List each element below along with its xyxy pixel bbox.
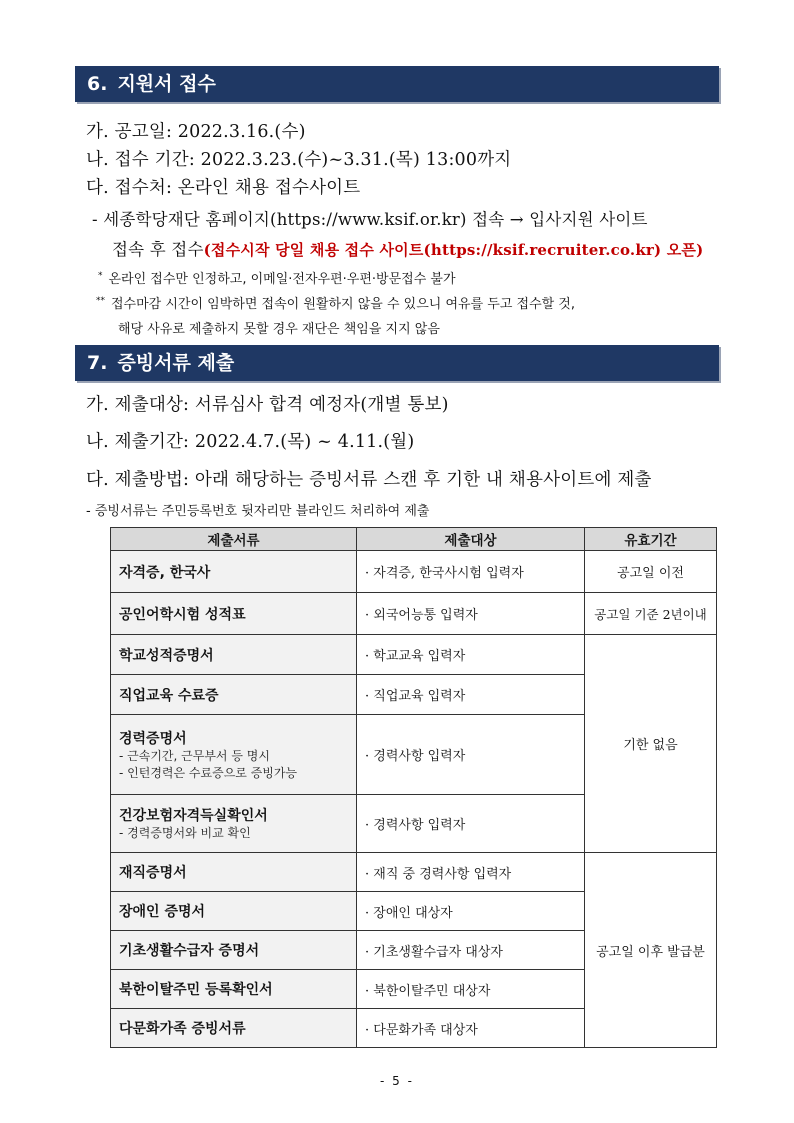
note-mark: *: [98, 270, 103, 281]
document-cell: [111, 892, 357, 931]
section-6-header: [75, 66, 719, 102]
document-cell: [111, 635, 357, 675]
validity-cell-merged: 기한 없음: [585, 635, 717, 853]
section-number: 6.: [87, 73, 108, 95]
target-cell: · 직업교육 입력자: [357, 675, 585, 715]
col-header-validity: 유효기간: [585, 528, 717, 551]
target-cell: · 재직 중 경력사항 입력자: [357, 853, 585, 892]
validity-cell: 공고일 기준 2년이내: [585, 593, 717, 635]
target-cell: · 경력사항 입력자: [357, 715, 585, 795]
target-cell: · 학교교육 입력자: [357, 635, 585, 675]
note-text: 온라인 접수만 인정하고, 이메일·전자우편·우편·방문접수 불가: [108, 272, 456, 287]
document-cell: [111, 795, 357, 853]
item-homepage-line-2: [112, 236, 703, 260]
target-cell: · 경력사항 입력자: [357, 795, 585, 853]
document-cell: [111, 551, 357, 593]
table-row: [111, 593, 717, 635]
document-name: 북한이탈주민 등록확인서: [119, 982, 273, 998]
plain-text: 접속 후 접수: [112, 240, 204, 259]
col-header-document: 제출서류: [111, 528, 357, 551]
section-title: 지원서 접수: [117, 73, 216, 95]
item-application-period: 나. 접수 기간: 2022.3.23.(수)~3.31.(목) 13:00까지: [86, 150, 512, 170]
validity-cell: 공고일 이전: [585, 551, 717, 593]
target-cell: · 기초생활수급자 대상자: [357, 931, 585, 970]
target-cell: · 다문화가족 대상자: [357, 1009, 585, 1048]
section-7-header: [75, 345, 719, 381]
document-name: 자격증, 한국사: [119, 564, 211, 581]
document-name: 장애인 증명서: [119, 904, 206, 920]
document-note: - 인턴경력은 수료증으로 증빙가능: [119, 765, 298, 780]
table-row: [111, 551, 717, 593]
item-application-place: 다. 접수처: 온라인 채용 접수사이트: [86, 178, 361, 198]
document-cell: [111, 593, 357, 635]
document-note: - 근속기간, 근무부서 등 명시: [119, 748, 270, 763]
document-name: 학교성적증명서: [119, 647, 214, 664]
document-name: 재직증명서: [119, 865, 187, 881]
validity-cell-merged: 공고일 이후 발급분: [585, 853, 717, 1048]
table-row: [111, 635, 717, 675]
document-cell: [111, 675, 357, 715]
note-2: [96, 293, 575, 312]
document-cell: [111, 715, 357, 795]
note-text: 접수마감 시간이 임박하면 접속이 원활하지 않을 수 있으니 여유를 두고 접수할 것,: [111, 297, 576, 312]
documents-table: [110, 527, 717, 1048]
page-number: - 5 -: [380, 1074, 414, 1088]
target-cell: · 자격증, 한국사시험 입력자: [357, 551, 585, 593]
table-header-row: [111, 528, 717, 551]
item-announcement-date: 가. 공고일: 2022.3.16.(수): [86, 122, 306, 142]
col-header-target: 제출대상: [357, 528, 585, 551]
note-2-cont: 해당 사유로 제출하지 못할 경우 재단은 책임을 지지 않음: [118, 322, 440, 337]
document-name: 직업교육 수료증: [119, 687, 219, 704]
document-cell: [111, 931, 357, 970]
target-cell: · 장애인 대상자: [357, 892, 585, 931]
section-number: 7.: [87, 352, 108, 374]
note-1: [98, 268, 456, 287]
document-name: 공인어학시험 성적표: [119, 606, 246, 623]
document-name: 다문화가족 증빙서류: [119, 1021, 246, 1037]
section-7-note: - 증빙서류는 주민등록번호 뒷자리만 블라인드 처리하여 제출: [86, 504, 430, 519]
document-name: 경력증명서: [119, 730, 187, 747]
section-title: 증빙서류 제출: [117, 352, 235, 374]
target-cell: · 외국어능통 입력자: [357, 593, 585, 635]
item-submit-method: 다. 제출방법: 아래 해당하는 증빙서류 스캔 후 기한 내 채용사이트에 제출: [86, 470, 652, 490]
red-notice: (접수시작 당일 채용 접수 사이트(https://ksif.recruiter.co.kr) 오픈): [203, 241, 704, 259]
item-homepage-line: - 세종학당재단 홈페이지(https://www.ksif.or.kr) 접속 → 입사지원 사이트: [92, 210, 648, 229]
document-cell: [111, 853, 357, 892]
document-cell: [111, 1009, 357, 1048]
item-submit-target: 가. 제출대상: 서류심사 합격 예정자(개별 통보): [86, 395, 449, 415]
document-name: 건강보험자격득실확인서: [119, 808, 268, 824]
note-mark: **: [96, 295, 105, 306]
target-cell: · 북한이탈주민 대상자: [357, 970, 585, 1009]
item-submit-period: 나. 제출기간: 2022.4.7.(목) ~ 4.11.(월): [86, 432, 415, 452]
document-note: - 경력증명서와 비교 확인: [119, 826, 251, 840]
table-row: [111, 853, 717, 892]
document-cell: [111, 970, 357, 1009]
document-name: 기초생활수급자 증명서: [119, 943, 260, 959]
